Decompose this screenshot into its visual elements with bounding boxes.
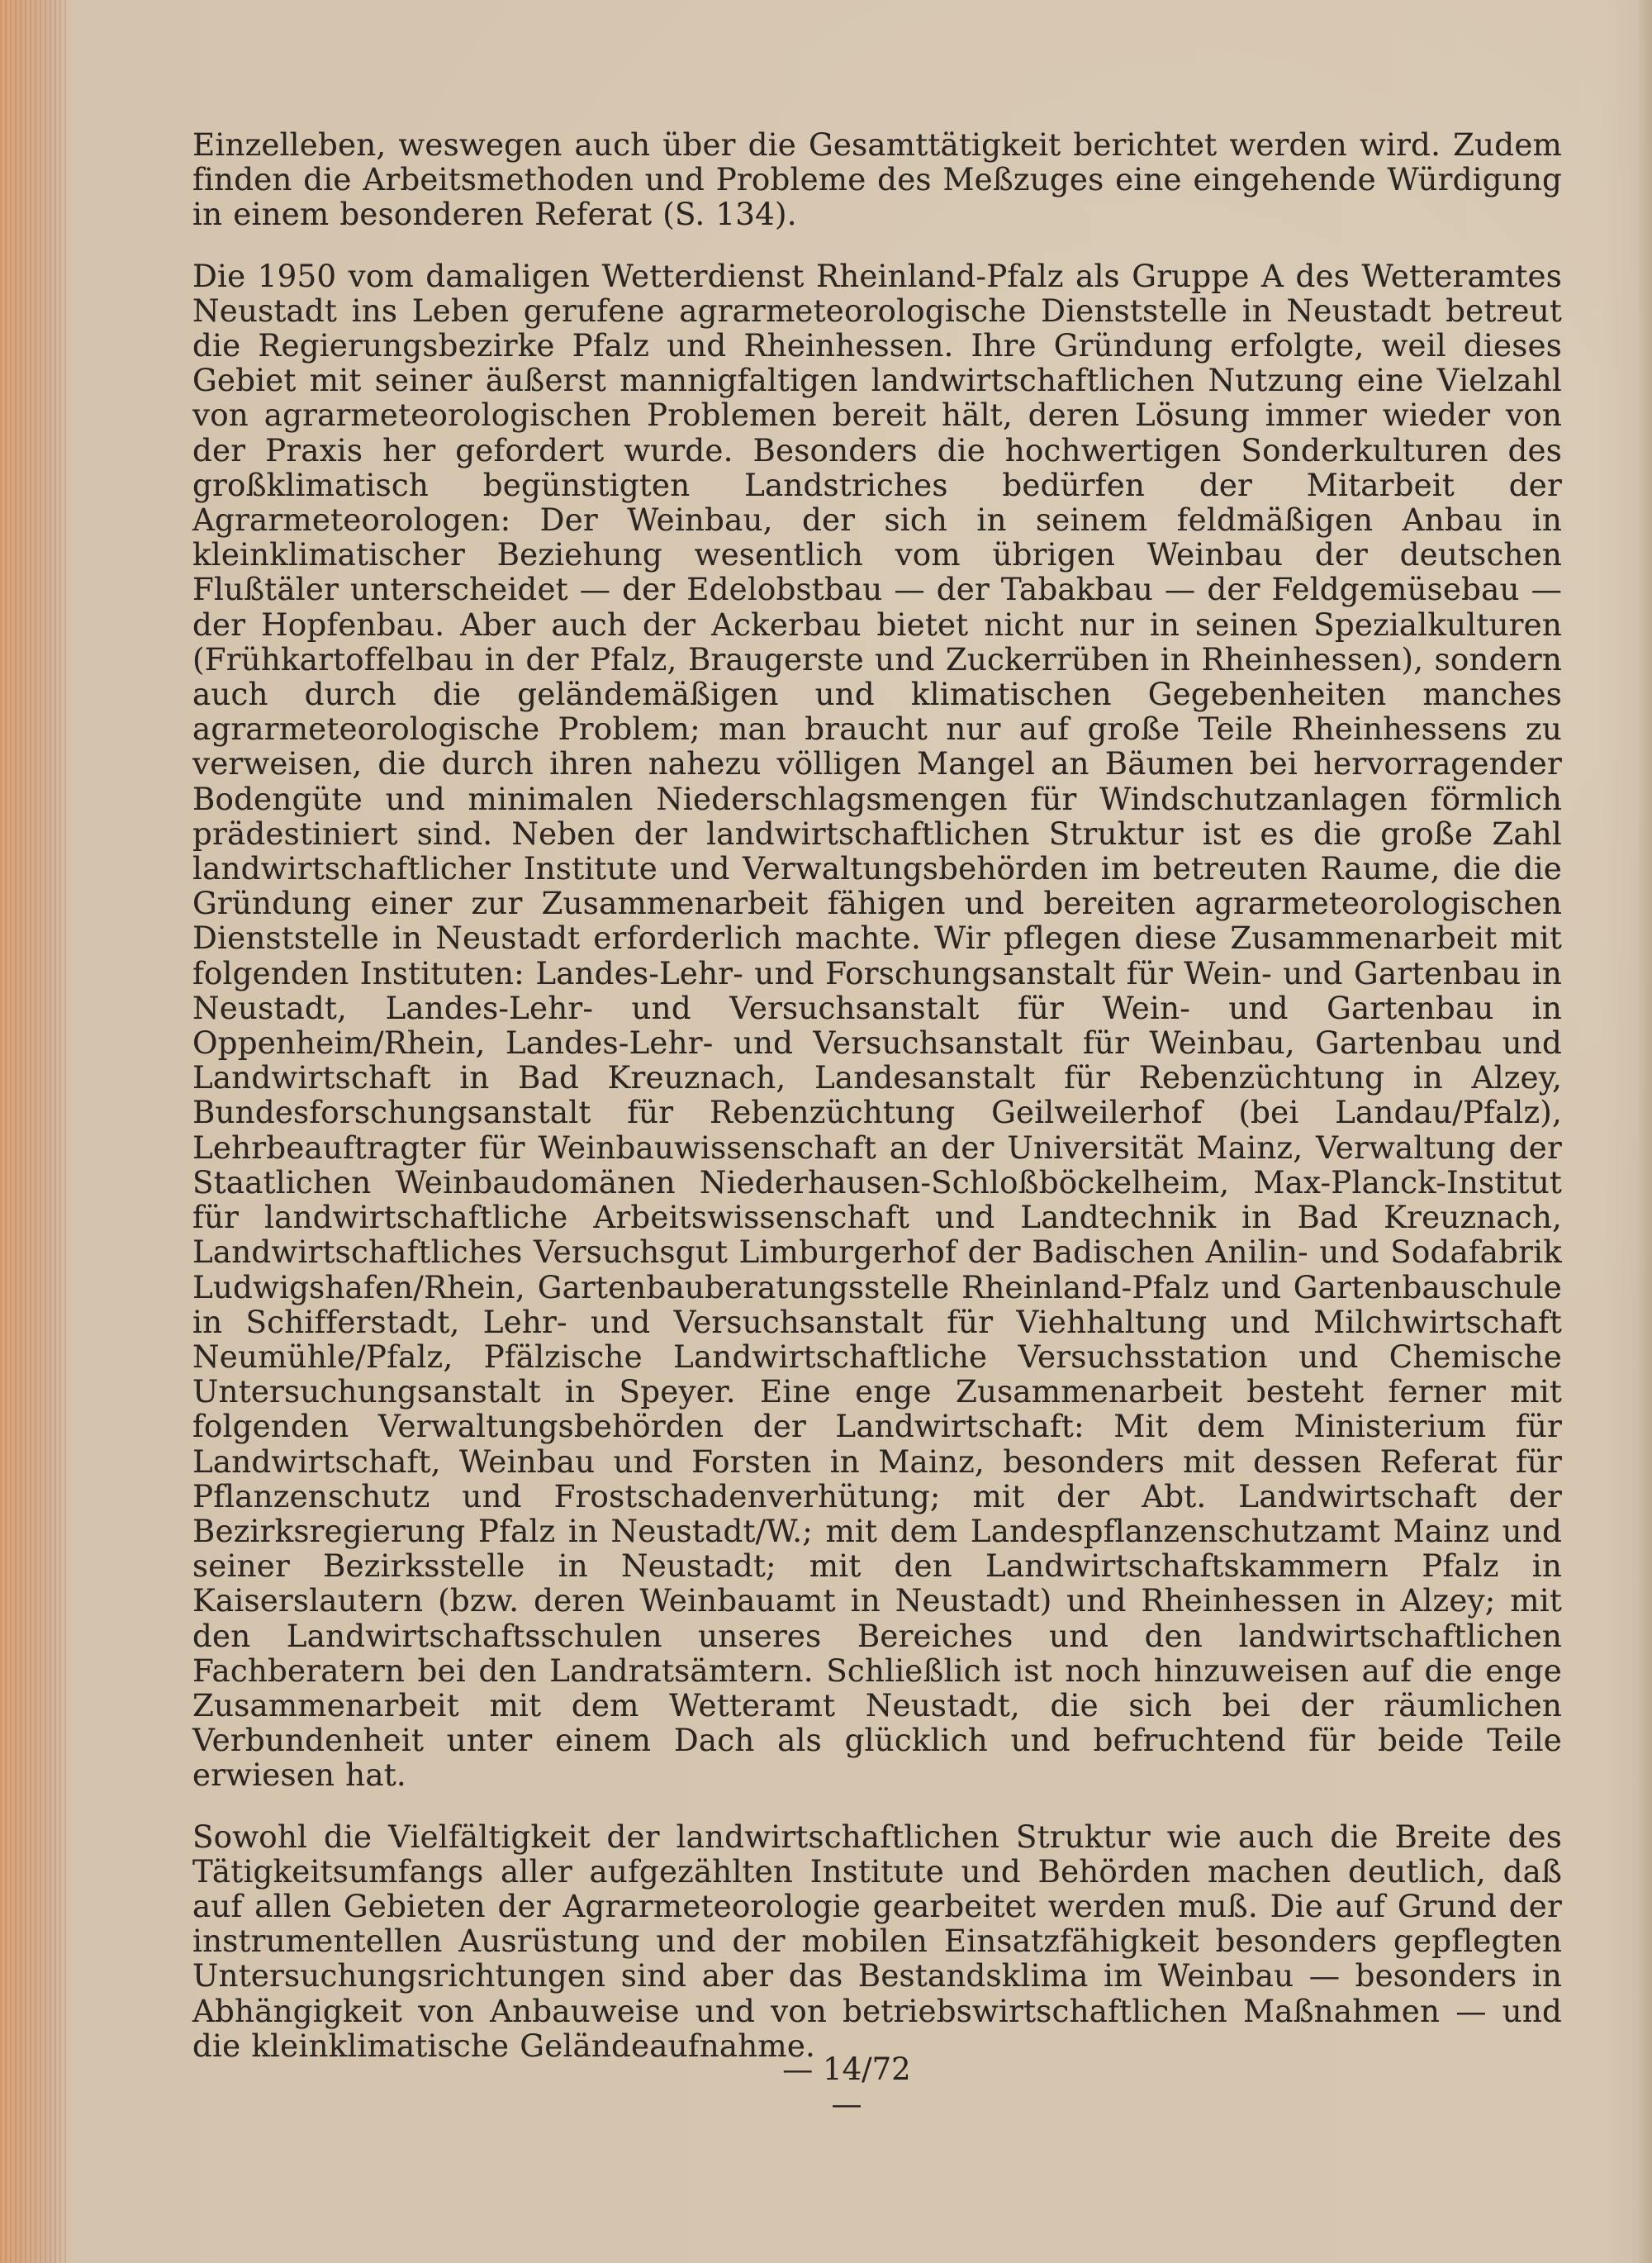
page-right-edge <box>1639 0 1652 2263</box>
document-paragraph: Sowohl die Vielfältigkeit der landwirtschaftlichen Struktur wie auch die Breite des Tätigkeitsumfangs aller aufgezählten Institute und Behörden machen deutlich, daß auf allen Gebieten der Agrarmeteorologie gearbeitet werden muß. Die auf Grund der instrumentellen Ausrüstung und der mobilen Einsatzfähigkeit besonders gepflegten Untersuchungsrichtungen sind aber das Bestandsklima im Weinbau — besonders in Abhängigkeit von Anbauweise und von betriebswirtschaftlichen Maßnahmen — und die kleinklimatische Geländeaufnahme. <box>192 1818 1562 2064</box>
page-binding-edge <box>0 0 68 2263</box>
document-paragraph: Einzelleben, weswegen auch über die Gesamttätigkeit berichtet werden wird. Zudem finden die Arbeitsmethoden und Probleme des Meßzuges eine eingehende Würdigung in einem besonderen Referat (S. 134). <box>192 126 1562 233</box>
document-paragraph: Die 1950 vom damaligen Wetterdienst Rheinland-Pfalz als Gruppe A des Wetteramtes Neustadt ins Leben gerufene agrarmeteorologische Dienststelle in Neustadt betreut die Regierungsbezirke Pfalz und Rheinhessen. Ihre Gründung erfolgte, weil dieses Gebiet mit seiner äußerst mannigfaltigen landwirtschaftlichen Nutzung eine Vielzahl von agrarmeteorologischen Problemen bereit hält, deren Lösung immer wieder von der Praxis her gefordert wurde. Besonders die hochwertigen Sonderkulturen des großklimatisch begünstigten Landstriches bedürfen der Mitarbeit der Agrarmeteorologen: Der Weinbau, der sich in seinem feldmäßigen Anbau in kleinklimatischer Beziehung wesentlich vom übrigen Weinbau der deutschen Flußtäler unterscheidet — der Edelobstbau — der Tabakbau — der Feldgemüsebau — der Hopfenbau. Aber auch der Ackerbau bietet nicht nur in seinen Spezialkulturen (Frühkartoffelbau in der Pfalz, Braugerste und Zuckerrüben in Rheinhessen), sondern auch durch die geländemäßigen und klimatischen Gegebenheiten manches agrarmeteorologische Problem; man braucht nur auf große Teile Rheinhessens zu verweisen, die durch ihren nahezu völligen Mangel an Bäumen bei hervorragender Bodengüte und minimalen Niederschlagsmengen für Windschutzanlagen förmlich prädestiniert sind. Neben der landwirtschaftlichen Struktur ist es die große Zahl landwirtschaftlicher Institute und Verwaltungsbehörden im betreuten Raume, die die Gründung einer zur Zusammenarbeit fähigen und bereiten agrarmeteorologischen Dienststelle in Neustadt erforderlich machte. Wir pflegen diese Zusammenarbeit mit folgenden Instituten: Landes-Lehr- und Forschungsanstalt für Wein- und Gartenbau in Neustadt, Landes-Lehr- und Versuchsanstalt für Wein- und Gartenbau in Oppenheim/Rhein, Landes-Lehr- und Versuchsanstalt für Weinbau, Gartenbau und Landwirtschaft in Bad Kreuznach, Landesanstalt für Rebenzüchtung in Alzey, Bundesforschungsanstalt für Rebenzüchtung Geilweilerhof (bei Landau/Pfalz), Lehrbeauftragter für Weinbauwissenschaft an der Universität Mainz, Verwaltung der Staatlichen Weinbaudomänen Niederhausen-Schloßböckelheim, Max-Planck-Institut für landwirtschaftliche Arbeitswissenschaft und Landtechnik in Bad Kreuznach, Landwirtschaftliches Versuchsgut Limburgerhof der Badischen Anilin- und Sodafabrik Ludwigshafen/Rhein, Gartenbauberatungsstelle Rheinland-Pfalz und Gartenbauschule in Schifferstadt, Lehr- und Versuchsanstalt für Viehhaltung und Milchwirtschaft Neumühle/Pfalz, Pfälzische Landwirtschaftliche Versuchsstation und Chemische Untersuchungsanstalt in Speyer. Eine enge Zusammenarbeit besteht ferner mit folgenden Verwaltungsbehörden der Landwirtschaft: Mit dem Ministerium für Landwirtschaft, Weinbau und Forsten in Mainz, besonders mit dessen Referat für Pflanzenschutz und Frostschadenverhütung; mit der Abt. Landwirtschaft der Bezirksregierung Pfalz in Neustadt/W.; mit dem Landespflanzenschutzamt Mainz und seiner Bezirksstelle in Neustadt; mit den Landwirtschaftskammern Pfalz in Kaiserslautern (bzw. deren Weinbauamt in Neustadt) und Rheinhessen in Alzey; mit den Landwirtschaftsschulen unseres Bereiches und den landwirtschaftlichen Fachberatern bei den Landratsämtern. Schließlich ist noch hinzuweisen auf die enge Zusammenarbeit mit dem Wetteramt Neustadt, die sich bei der räumlichen Verbundenheit unter einem Dach als glücklich und befruchtend für beide Teile erwiesen hat. <box>192 257 1562 1794</box>
document-body <box>192 127 1562 2063</box>
page-number: — 14/72 — <box>782 2051 911 2122</box>
